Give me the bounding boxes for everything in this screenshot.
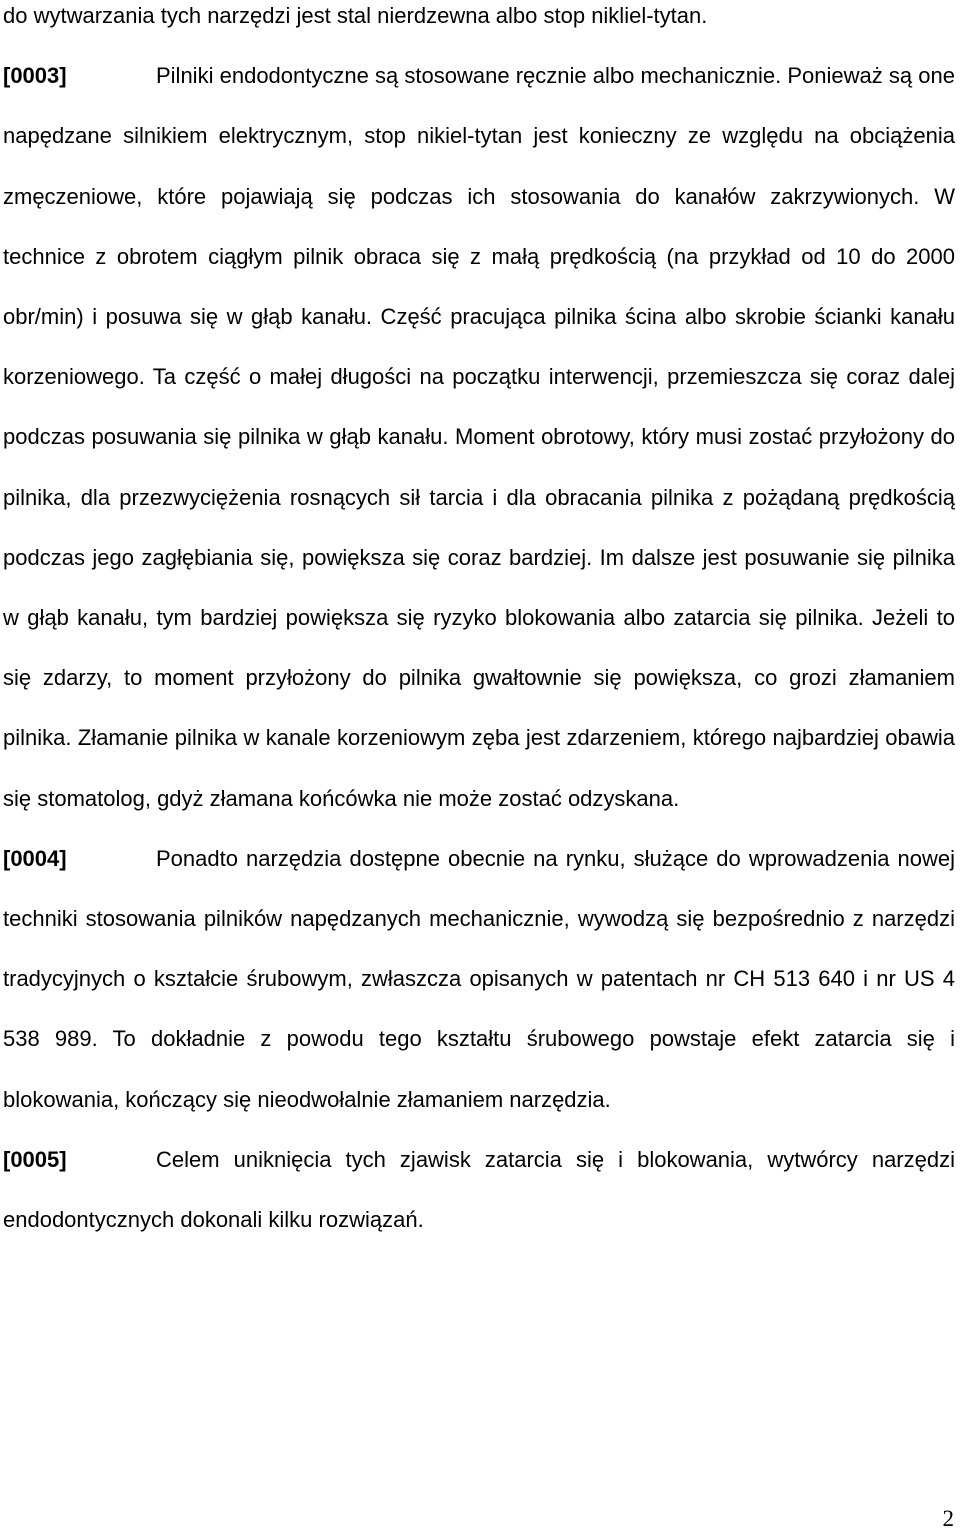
- paragraph-text: Ponadto narzędzia dostępne obecnie na rynku, służące do wprowadzenia nowej techniki stosowania pilników napędzanych mechanicznie, wywodzą się bezpośrednio z narzędzi tradycyjnych o kształcie śrubowym, zwłaszcza opisanych w patentach nr CH 513 640 i nr US 4 538 989. To dokładnie z powodu tego kształtu śrubowego powstaje efekt zatarcia się i blokowania, kończący się nieodwołalnie złamaniem narzędzia.: [3, 845, 955, 1112]
- paragraph-0003: [3, 46, 955, 829]
- paragraph-text: Celem uniknięcia tych zjawisk zatarcia się i blokowania, wytwórcy narzędzi endodontycznych dokonali kilku rozwiązań.: [3, 1146, 955, 1233]
- paragraph-continuation: [3, 0, 955, 46]
- paragraph-number: [0003]: [3, 63, 67, 89]
- paragraph-number: [0005]: [3, 1146, 67, 1172]
- paragraph-0004: [3, 829, 955, 1130]
- paragraph-0005: [3, 1130, 955, 1250]
- document-page: [3, 0, 955, 1250]
- paragraph-text: do wytwarzania tych narzędzi jest stal nierdzewna albo stop nikliel-tytan.: [3, 3, 708, 28]
- paragraph-text: Pilniki endodontyczne są stosowane ręcznie albo mechanicznie. Ponieważ są one napędzane silnikiem elektrycznym, stop nikiel-tytan jest konieczny ze względu na obciążenia zmęczeniowe, które pojawiają się podczas ich stosowania do kanałów zakrzywionych. W technice z obrotem ciągłym pilnik obraca się z małą prędkością (na przykład od 10 do 2000 obr/min) i posuwa się w głąb kanału. Część pracująca pilnika ścina albo skrobie ścianki kanału korzeniowego. Ta część o małej długości na początku interwencji, przemieszcza się coraz dalej podczas posuwania się pilnika w głąb kanału. Moment obrotowy, który musi zostać przyłożony do pilnika, dla przezwyciężenia rosnących sił tarcia i dla obracania pilnika z pożądaną prędkością podczas jego zagłębiania się, powiększa się coraz bardziej. Im dalsze jest posuwanie się pilnika w głąb kanału, tym bardziej powiększa się ryzyko blokowania albo zatarcia się pilnika. Jeżeli to się zdarzy, to moment przyłożony do pilnika gwałtownie się powiększa, co grozi złamaniem pilnika. Złamanie pilnika w kanale korzeniowym zęba jest zdarzeniem, którego najbardziej obawia się stomatolog, gdyż złamana końcówka nie może zostać odzyskana.: [3, 63, 955, 811]
- page-number: 2: [942, 1506, 954, 1531]
- paragraph-number: [0004]: [3, 845, 67, 871]
